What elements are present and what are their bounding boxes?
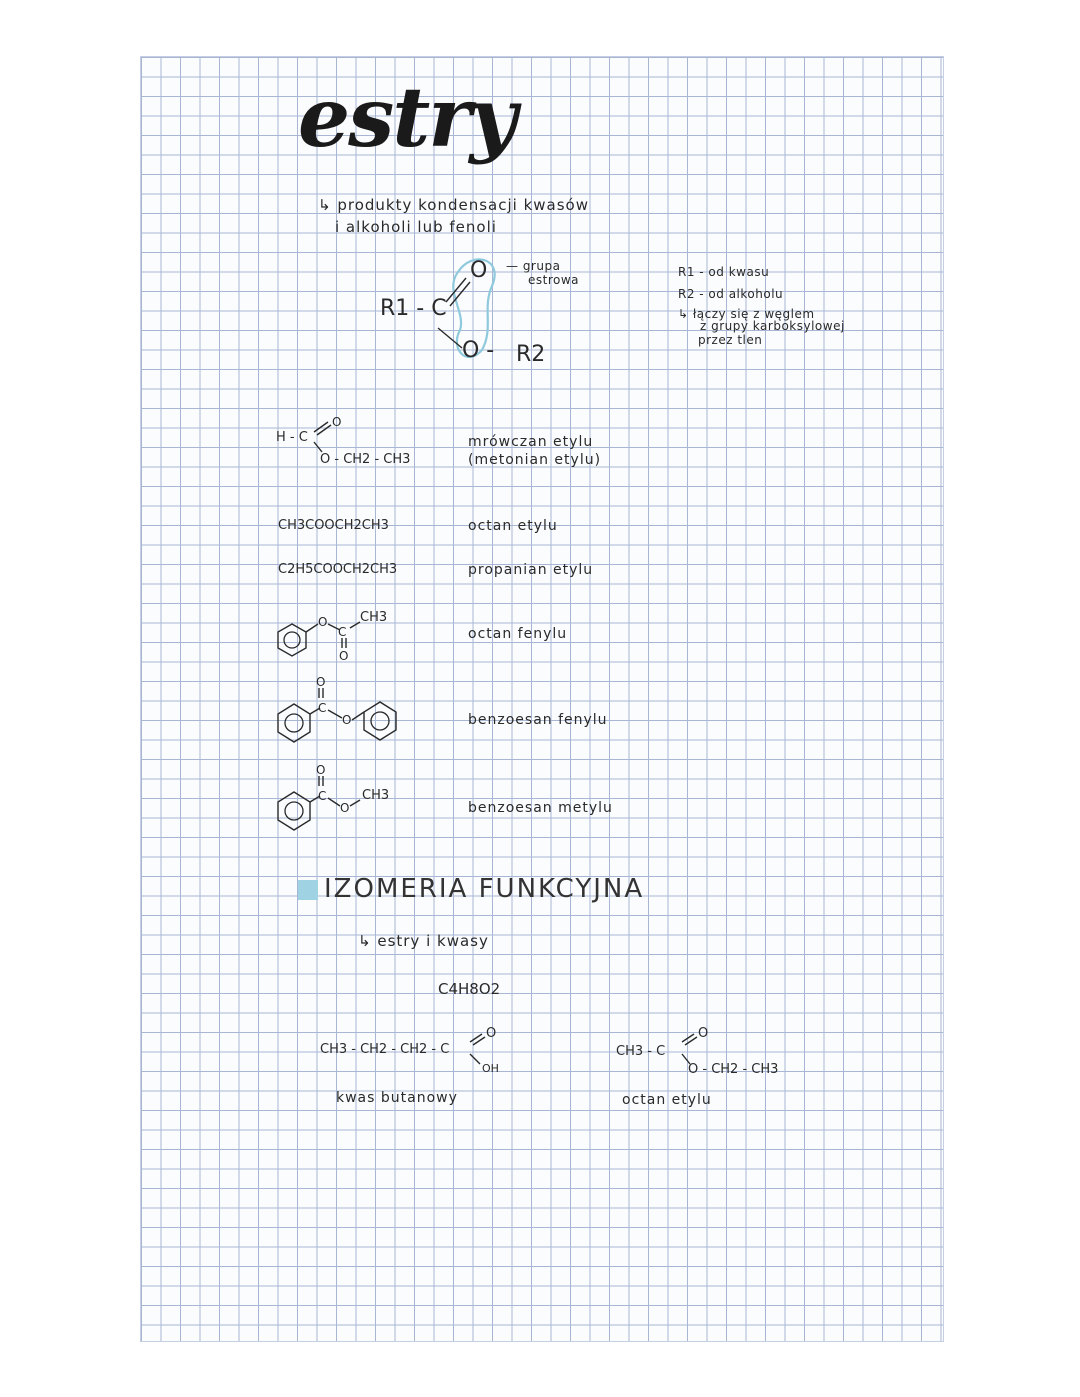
intro-line-2: i alkoholi lub fenoli xyxy=(335,218,497,236)
name-ethyl-formate: mrówczan etylu xyxy=(468,434,594,450)
legend-note-1: ↳ łączy się z węglem xyxy=(678,307,815,321)
legend-note-2: z grupy karboksylowej xyxy=(700,319,845,333)
acid-oh: OH xyxy=(482,1062,499,1075)
name-butanoic-acid: kwas butanowy xyxy=(336,1090,458,1106)
ester-group-label-2: estrowa xyxy=(528,273,580,287)
graph-paper-sheet xyxy=(140,56,944,1342)
svg-text:C: C xyxy=(318,701,327,715)
r2-group: R2 xyxy=(516,342,546,367)
svg-text:C: C xyxy=(338,625,347,639)
name-ethyl-propanoate: propanian etylu xyxy=(468,562,594,578)
example-ethyl-formate xyxy=(276,416,456,476)
ester-oxygen: O - xyxy=(462,338,495,363)
example-methyl-benzoate xyxy=(272,760,412,840)
legend-r1: R1 - od kwasu xyxy=(678,265,770,279)
ester-carbonyl-o: O xyxy=(698,1026,709,1041)
molecular-formula: C4H8O2 xyxy=(438,980,501,998)
phenyl-acetate-ch3: CH3 xyxy=(360,610,388,625)
carbonyl-oxygen: O xyxy=(470,258,488,283)
isomerism-subline: ↳ estry i kwasy xyxy=(358,932,489,950)
page-title: estry xyxy=(298,70,516,166)
svg-text:C: C xyxy=(318,789,327,803)
butanoic-acid-structure xyxy=(320,1022,520,1082)
example-phenyl-benzoate xyxy=(272,674,412,754)
methyl-benzoate-ch3: CH3 xyxy=(362,788,390,803)
name-phenyl-acetate: octan fenylu xyxy=(468,626,568,642)
formate-line-2: O - CH2 - CH3 xyxy=(320,452,411,467)
svg-text:O: O xyxy=(340,801,350,815)
legend-r2: R2 - od alkoholu xyxy=(678,287,784,301)
general-ester-structure xyxy=(370,250,650,370)
svg-text:O: O xyxy=(342,713,352,727)
name-ethyl-acetate: octan etylu xyxy=(468,518,558,534)
ester-formula-left: CH3 - C xyxy=(616,1044,666,1059)
formula-ethyl-propanoate: C2H5COOCH2CH3 xyxy=(278,562,398,577)
name-ethyl-acetate-isomer: octan etylu xyxy=(622,1092,712,1108)
acid-carbonyl-o: O xyxy=(486,1026,497,1041)
ethyl-acetate-structure xyxy=(616,1022,816,1082)
formate-line-1: H - C xyxy=(276,430,308,445)
svg-text:O: O xyxy=(316,675,326,689)
name-methyl-benzoate: benzoesan metylu xyxy=(468,800,613,816)
svg-text:O: O xyxy=(339,649,349,663)
phenyl-benzoate-structure xyxy=(272,674,412,754)
svg-text:O: O xyxy=(332,415,342,429)
section-bullet xyxy=(298,880,318,900)
legend-note-3: przez tlen xyxy=(698,333,763,347)
svg-text:O: O xyxy=(318,615,328,629)
ester-group-label-1: — grupa xyxy=(506,259,561,273)
r1-group: R1 - C xyxy=(380,296,447,321)
example-phenyl-acetate xyxy=(274,610,404,670)
svg-text:O: O xyxy=(316,763,326,777)
methyl-benzoate-structure xyxy=(272,760,412,840)
formate-bonds xyxy=(276,416,456,476)
intro-line-1: ↳ produkty kondensacji kwasów xyxy=(318,196,589,214)
formula-ethyl-acetate: CH3COOCH2CH3 xyxy=(278,518,389,533)
name-phenyl-benzoate: benzoesan fenylu xyxy=(468,712,608,728)
name-ethyl-methanoate: (metonian etylu) xyxy=(468,452,602,468)
section-heading-isomerism: IZOMERIA FUNKCYJNA xyxy=(324,874,645,904)
acid-formula: CH3 - CH2 - CH2 - C xyxy=(320,1042,450,1057)
ester-formula-tail: O - CH2 - CH3 xyxy=(688,1062,779,1077)
